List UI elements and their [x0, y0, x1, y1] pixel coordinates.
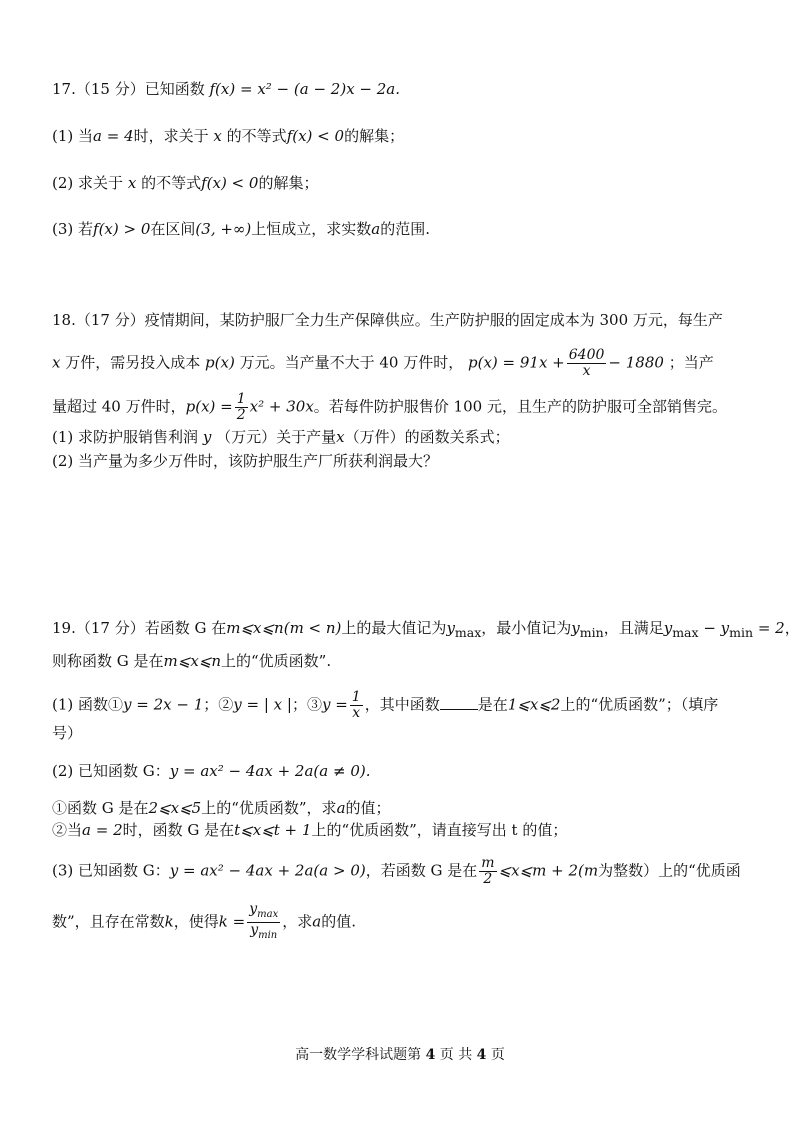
text-q19-l1-eq: y — [663, 619, 673, 637]
text-q17-p1-b: 时，求关于 — [133, 127, 209, 145]
text-q18-l2-p: p(x) — [205, 353, 235, 372]
q18-line2 — [52, 348, 760, 379]
text-q17-p3-int: (3, +∞) — [195, 220, 252, 238]
q18-part2 — [52, 450, 760, 472]
text-q17-p2-a: (2) 求关于 — [52, 174, 124, 192]
text-q19-p3-f: y = ax² − 4ax + 2a(a > 0) — [169, 861, 366, 880]
q17-part1 — [52, 125, 760, 147]
text-q19-frac3-den: y — [250, 921, 259, 938]
fraction-one-half — [235, 392, 248, 423]
text-q19-s2-b: 时，函数 G 是在 — [122, 821, 235, 839]
text-q18-l2-f2: − 1880 — [608, 353, 664, 372]
text-q19-p4-a: 数”，且存在常数 — [52, 912, 165, 931]
text-q19-frac3-num: y — [249, 901, 258, 917]
text-q19-frac3-num-sub: max — [257, 908, 279, 920]
text-q18-l2-a: 万件，需另投入成本 — [65, 353, 201, 372]
text-q19-l1-d: ，且满足 — [603, 619, 664, 637]
text-q18-l1: 18.（17 分）疫情期间，某防护服厂全力生产保障供应。生产防护服的固定成本为 300 万元，每生产 — [52, 311, 723, 329]
text-q18-p1-x: x — [336, 428, 345, 446]
text-q19-p1-f: 上的“优质函数”；（填序 — [560, 695, 719, 714]
text-q19-l1-eq-sub1: max — [672, 625, 699, 640]
text-q17-p3-c: 上恒成立，求实数 — [251, 220, 372, 238]
text-footer-c: 页 — [486, 1047, 505, 1063]
text-q19-l1-b: 上的最大值记为 — [341, 619, 447, 637]
text-q19-l1-eq-mid: − y — [698, 619, 730, 637]
text-q19-p3-m: m — [583, 861, 599, 880]
text-q19-s1-c: 的值； — [345, 799, 391, 817]
q17-header — [52, 78, 760, 100]
text-q19-p3-range: ⩽x⩽m + 2( — [498, 861, 584, 880]
text-q19-frac3-den-sub: min — [258, 929, 278, 941]
text-q17-p3-ineq: f(x) > 0 — [93, 220, 151, 238]
text-q18-l3-f2: x² + 30x — [249, 397, 314, 416]
text-q19-l1-ymin: y — [571, 619, 580, 637]
text-q19-l1-a: 19.（17 分）若函数 G 在 — [52, 619, 227, 637]
text-q19-p1-d: ，其中函数 — [364, 695, 440, 714]
q18-line3 — [52, 392, 760, 423]
text-q19-l1-ymax-sub: max — [454, 625, 482, 640]
text-q19-p3-b: ，若函数 G 是在 — [365, 861, 478, 880]
text-q19-p4-eq: k = — [218, 912, 246, 931]
text-q19-s2-eq: a = 2 — [82, 821, 123, 839]
text-q19-s1-range: 2⩽x⩽5 — [148, 799, 202, 817]
text-q19-p3-a: (3) 已知函数 G： — [52, 861, 170, 880]
text-q19-l1-eq-end: = 2 — [753, 619, 785, 637]
text-q17-p1-m: a = 4 — [93, 127, 134, 145]
text-q19-s2-range: t⩽x⩽t + 1 — [234, 821, 312, 839]
text-q17-p2-x: x — [127, 174, 137, 192]
q19-part1-cont — [52, 722, 760, 744]
q19-part2-sub2 — [52, 819, 760, 841]
text-q17-p3-b: 在区间 — [150, 220, 196, 238]
text-q18-p1-y: y — [202, 428, 212, 446]
text-q18-frac2-num: 1 — [236, 391, 246, 407]
text-footer-b: 页 共 — [435, 1047, 477, 1063]
text-q19-l1-eq-sub2: min — [729, 625, 754, 640]
answer-blank — [440, 695, 478, 710]
q19-part3-cont — [52, 902, 760, 943]
text-q19-p1-a: (1) 函数① — [52, 695, 124, 714]
text-q19-s1-a: ①函数 G 是在 — [52, 799, 149, 817]
text-q17-p1-ineq: f(x) < 0 — [286, 127, 345, 145]
text-q18-p1-a: (1) 求防护服销售利润 — [52, 428, 199, 446]
text-q19-p1-f1: y = 2x − 1 — [123, 695, 204, 714]
text-q19-p1-range: 1⩽x⩽2 — [507, 695, 561, 714]
text-q19-p1-c: ；③ — [291, 695, 322, 714]
text-footer-a: 高一数学学科试题第 — [295, 1047, 426, 1063]
text-q17-p1-c: 的不等式 — [226, 127, 287, 145]
q17-part3 — [52, 218, 760, 240]
text-q18-p1-c: （万件）的函数关系式； — [344, 428, 510, 446]
text-q17-p3-a: (3) 若 — [52, 220, 94, 238]
text-q18-l2-c: ；当产 — [668, 353, 714, 372]
text-q17-p1-x: x — [213, 127, 222, 145]
text-q19-s1-b: 上的“优质函数”，求 — [201, 799, 337, 817]
text-q19-frac2-num: m — [481, 855, 495, 871]
text-q17-p3-var: a — [371, 220, 381, 238]
text-q19-l1-e: ， — [784, 619, 800, 637]
text-q19-p4-k: k — [164, 912, 174, 931]
text-q18-l3-a: 量超过 40 万件时， — [52, 397, 186, 416]
text-q19-p4-d: 的值. — [321, 912, 356, 931]
text-q18-l2-b: 万元。当产量不大于 40 万件时， — [239, 353, 464, 372]
text-q19-p1-g: 号） — [52, 724, 83, 742]
text-q18-p1-b: （万元）关于产量 — [216, 428, 337, 446]
text-q19-p4-b: ，使得 — [173, 912, 219, 931]
text-q19-l2-range: m⩽x⩽n — [163, 652, 222, 670]
text-q18-frac2-den: 2 — [236, 407, 246, 423]
text-q18-p2: (2) 当产量为多少万件时，该防护服生产厂所获利润最大？ — [52, 452, 439, 470]
text-q19-p1-f2: y = | x | — [233, 695, 292, 714]
text-q19-l2-b: 上的“优质函数”. — [221, 652, 332, 670]
q19-part3 — [52, 856, 760, 887]
text-q17-header: 17.（15 分）已知函数 — [52, 80, 205, 98]
text-q19-p2-a: (2) 已知函数 G： — [52, 762, 170, 780]
text-q19-p1-b: ；② — [203, 695, 234, 714]
text-q19-p1-e: 是在 — [477, 695, 508, 714]
text-q18-frac1-den: x — [582, 363, 591, 379]
text-q19-l1-ymin-sub: min — [579, 625, 604, 640]
q19-line1 — [52, 617, 800, 644]
text-q18-l2-x: x — [52, 353, 61, 372]
fraction-ymax-over-ymin — [247, 902, 280, 943]
text-q19-p2-f: y = ax² − 4ax + 2a(a ≠ 0). — [169, 762, 371, 780]
text-q19-s2-c: 上的“优质函数”，请直接写出 t 的值； — [311, 821, 568, 839]
text-q19-frac2-den: 2 — [483, 871, 493, 887]
q19-part1 — [52, 690, 760, 721]
text-q18-l3-f1: p(x) = — [185, 397, 233, 416]
fraction-6400-over-x — [567, 348, 607, 379]
fraction-m-over-2 — [479, 856, 496, 887]
text-q19-s1-var: a — [336, 799, 346, 817]
text-q17-p2-b: 的不等式 — [141, 174, 202, 192]
q19-part2-sub1 — [52, 797, 760, 819]
text-q19-s2-a: ②当 — [52, 821, 83, 839]
text-q19-p3-c: 为整数）上的“优质函 — [598, 861, 741, 880]
page-number: 4 — [425, 1047, 436, 1063]
text-q19-l2-a: 则称函数 G 是在 — [52, 652, 164, 670]
text-q17-p2-c: 的解集； — [258, 174, 319, 192]
text-q17-p1-a: (1) 当 — [52, 127, 94, 145]
text-q19-l1-c: ，最小值记为 — [481, 619, 572, 637]
text-q18-frac1-num: 6400 — [568, 347, 605, 363]
text-q17-p1-d: 的解集； — [344, 127, 405, 145]
text-q18-l2-f1: p(x) = 91x + — [468, 353, 565, 372]
text-q19-p1-f3: y = — [321, 695, 348, 714]
text-q17-p2-ineq: f(x) < 0 — [201, 174, 259, 192]
text-q19-frac-den: x — [352, 705, 361, 721]
text-q19-p4-var: a — [312, 912, 322, 931]
q18-part1 — [52, 426, 760, 448]
q17-part2 — [52, 172, 760, 194]
text-q19-l1-ymax: y — [446, 619, 455, 637]
text-q19-l1-range: m⩽x⩽n(m < n) — [226, 619, 342, 637]
page-footer — [0, 1044, 800, 1064]
q19-part2 — [52, 760, 760, 782]
q17-function: f(x) = x² − (a − 2)x − 2a. — [209, 80, 401, 98]
fraction-one-over-x — [350, 690, 363, 721]
page-total: 4 — [476, 1047, 487, 1063]
text-q19-p4-c: ，求 — [282, 912, 313, 931]
text-q19-frac-num: 1 — [351, 689, 361, 705]
text-q17-p3-d: 的范围. — [380, 220, 431, 238]
q19-line2 — [52, 650, 760, 672]
q18-line1 — [52, 309, 760, 331]
text-q18-l3-b: 。若每件防护服售价 100 元，且生产的防护服可全部销售完。 — [313, 397, 727, 416]
